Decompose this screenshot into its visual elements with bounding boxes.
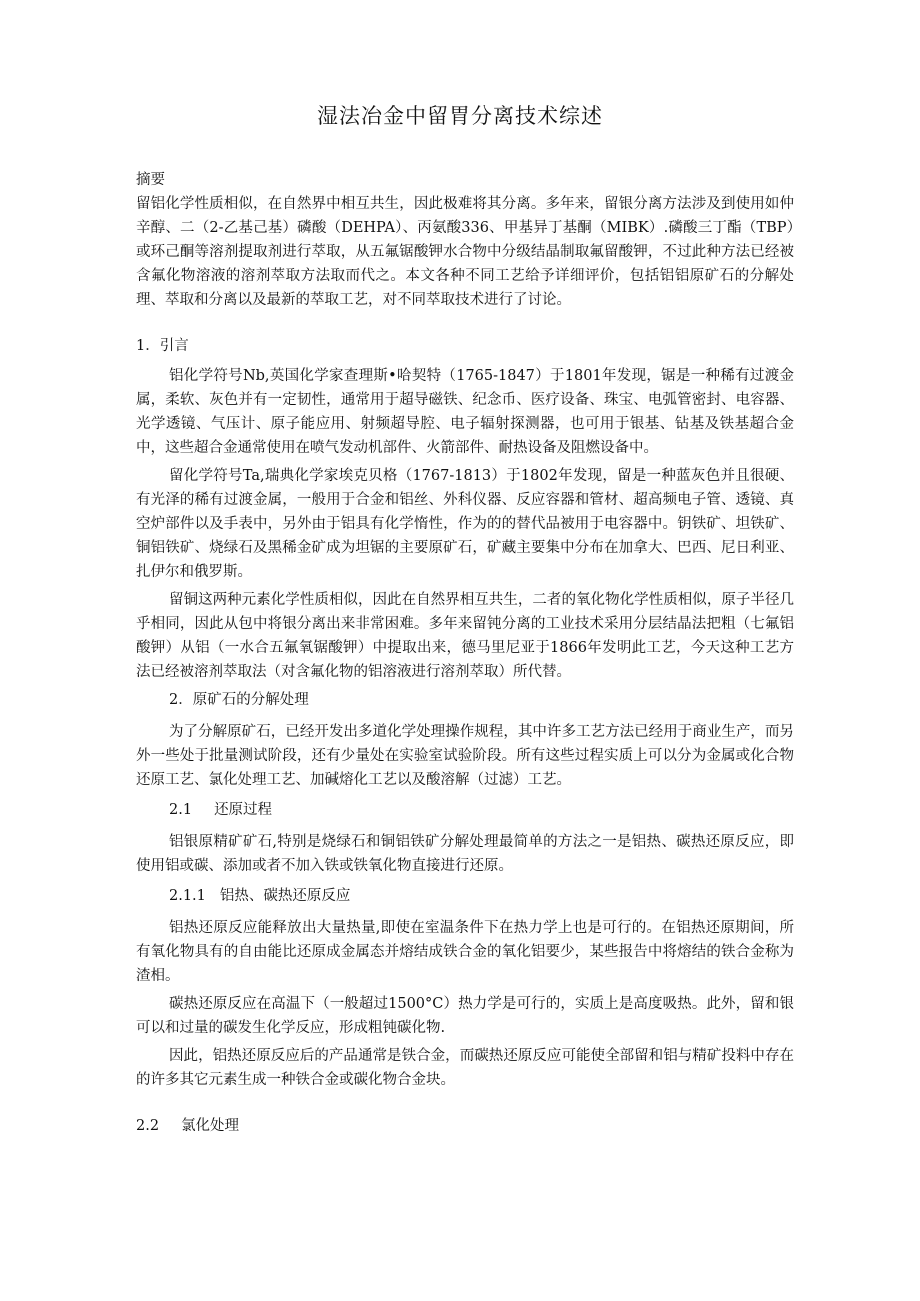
document-body	[136, 168, 794, 1138]
section-2-1-1-heading	[136, 884, 794, 908]
section-2-1-heading	[136, 798, 794, 822]
document-title: 湿法冶金中留胃分离技术综述	[317, 104, 603, 128]
section-1-paragraph-3: 留铜这两种元素化学性质相似，因此在自然界相互共生，二者的氧化物化学性质相似，原子半径几乎相同，因此从包中将银分离出来非常困难。多年来留钝分离的工业技术采用分层结晶法把粗（七氟铝酸钾）从铝（一水合五氟氧锯酸钾）中提取出来，德马里尼亚于1866年发明此工艺，今天这种工艺方法已经被溶剂萃取法（对含氟化物的铝溶液进行溶剂萃取）所代替。	[136, 592, 794, 680]
section-2-1-1-paragraph-1: 铝热还原反应能释放出大量热量,即使在室温条件下在热力学上也是可行的。在铝热还原期间，所有氧化物具有的自由能比还原成金属态并熔结成铁合金的氧化铝要少，某些报告中将熔结的铁合金称为渣相。	[136, 920, 794, 984]
section-2-1-1-number: 2.1.1	[169, 888, 206, 904]
section-1-heading: 1．引言	[136, 338, 189, 354]
section-2-heading: 2．原矿石的分解处理	[169, 692, 309, 708]
section-2-2-number: 2.2	[136, 1118, 160, 1134]
section-2-1-1-title: 铝热、碳热还原反应	[219, 888, 351, 904]
section-2-1-1-paragraph-3: 因此，铝热还原反应后的产品通常是铁合金，而碳热还原反应可能使全部留和铝与精矿投料中存在的许多其它元素生成一种铁合金或碳化物合金块。	[136, 1048, 794, 1088]
section-2-1-1-paragraph-2: 碳热还原反应在高温下（一般超过1500°C）热力学是可行的，实质上是高度吸热。此外，留和银可以和过量的碳发生化学反应，形成粗钝碳化物.	[136, 996, 794, 1036]
section-2-1-title: 还原过程	[214, 802, 273, 818]
abstract-heading: 摘要	[136, 172, 165, 188]
section-2-2-title: 氯化处理	[181, 1118, 240, 1134]
abstract-paragraph: 留铝化学性质相似，在自然界中相互共生，因此极难将其分离。多年来，留银分离方法涉及到使用如仲辛醇、二（2-乙基己基）磷酸（DEHPA）、丙氨酸336、甲基异丁基酮（MIBK）.磷酸三丁酯（TBP）或环己酮等溶剂提取剂进行萃取，从五氟锯酸钾水合物中分级结晶制取氟留酸钾，不过此种方法已经被含氟化物溶液的溶剂萃取方法取而代之。本文各种不同工艺给予详细评价，包括铝铝原矿石的分解处理、萃取和分离以及最新的萃取工艺，对不同萃取技术进行了讨论。	[136, 196, 794, 308]
section-1-paragraph-2: 留化学符号Ta,瑞典化学家埃克贝格（1767-1813）于1802年发现，留是一种蓝灰色并且很硬、有光泽的稀有过渡金属，一般用于合金和铝丝、外科仪器、反应容器和管材、超高频电子管、透镜、真空炉部件以及手表中，另外由于铝具有化学惰性，作为的的替代品被用于电容器中。钥铁矿、坦铁矿、铜铝铁矿、烧绿石及黑稀金矿成为坦锯的主要原矿石，矿藏主要集中分布在加拿大、巴西、尼日利亚、扎伊尔和俄罗斯。	[136, 468, 794, 580]
section-1-paragraph-1: 铝化学符号Nb,英国化学家查理斯•哈契特（1765-1847）于1801年发现，锯是一种稀有过渡金属，柔软、灰色并有一定韧性，通常用于超导磁铁、纪念币、医疗设备、珠宝、电弧管密封、电容器、光学透镜、气压计、原子能应用、射频超导腔、电子辐射探测器，也可用于银基、钻基及铁基超合金中，这些超合金通常使用在喷气发动机部件、火箭部件、耐热设备及阻燃设备中。	[136, 368, 794, 456]
section-2-1-paragraph-1: 铝银原精矿矿石,特别是烧绿石和铜铝铁矿分解处理最简单的方法之一是铝热、碳热还原反应，即使用铝或碳、添加或者不加入铁或铁氧化物直接进行还原。	[136, 834, 794, 874]
section-2-2-heading	[136, 1114, 794, 1138]
section-2-1-number: 2.1	[169, 802, 193, 818]
section-2-paragraph-1: 为了分解原矿石，已经开发出多道化学处理操作规程，其中许多工艺方法已经用于商业生产，而另外一些处于批量测试阶段，还有少量处在实验室试验阶段。所有这些过程实质上可以分为金属或化合物还原工艺、氯化处理工艺、加碱熔化工艺以及酸溶解（过滤）工艺。	[136, 724, 794, 788]
